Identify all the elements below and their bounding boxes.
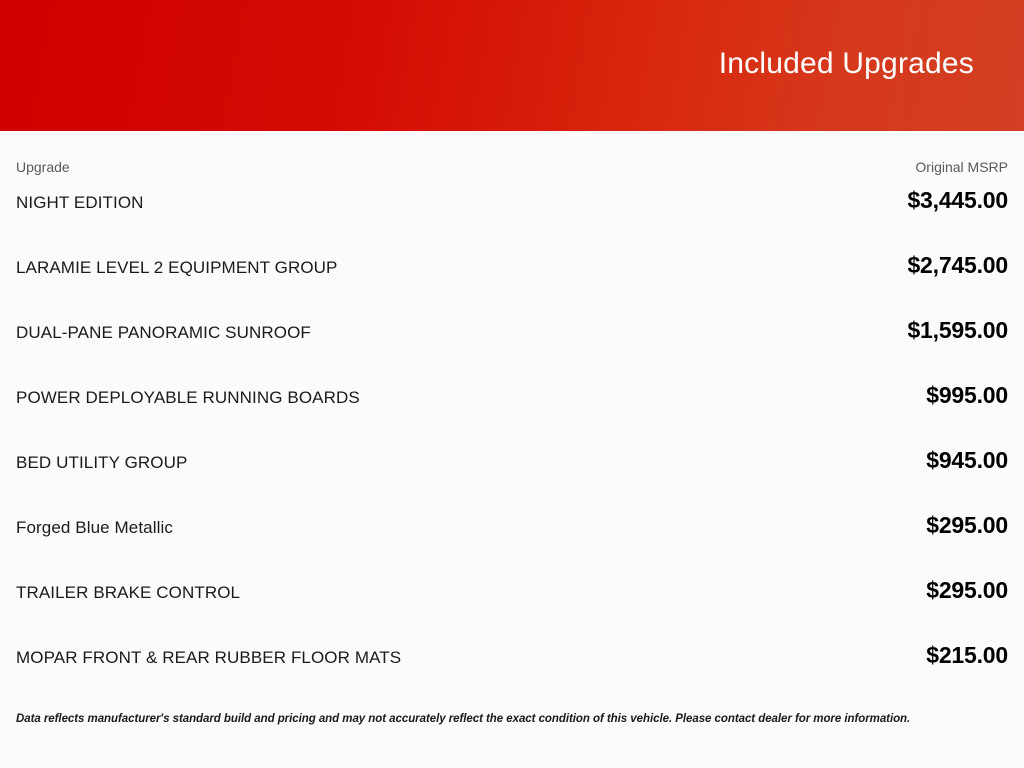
upgrade-price: $2,745.00 <box>907 252 1008 278</box>
upgrades-list <box>16 187 1008 707</box>
table-header-row <box>16 131 1008 187</box>
page-title: Included Upgrades <box>718 46 974 80</box>
table-row <box>16 187 1008 252</box>
header-banner <box>0 0 1024 131</box>
upgrade-name: Forged Blue Metallic <box>16 518 173 537</box>
disclaimer-text: Data reflects manufacturer's standard build and pricing and may not accurately reflect the exact condition of this vehicle. Please contact dealer for more information. <box>16 713 911 725</box>
upgrade-name: POWER DEPLOYABLE RUNNING BOARDS <box>16 388 360 407</box>
upgrade-name: DUAL-PANE PANORAMIC SUNROOF <box>16 323 311 342</box>
upgrade-name: LARAMIE LEVEL 2 EQUIPMENT GROUP <box>16 258 338 277</box>
column-header-msrp: Original MSRP <box>915 159 1008 175</box>
upgrade-name: BED UTILITY GROUP <box>16 453 188 472</box>
table-row <box>16 447 1008 512</box>
upgrade-price: $995.00 <box>926 382 1008 408</box>
upgrade-price: $945.00 <box>926 447 1008 473</box>
upgrade-price: $295.00 <box>926 577 1008 603</box>
column-header-upgrade: Upgrade <box>16 159 70 175</box>
table-row <box>16 577 1008 642</box>
table-row <box>16 512 1008 577</box>
upgrade-name: NIGHT EDITION <box>16 193 144 212</box>
upgrade-name: TRAILER BRAKE CONTROL <box>16 583 241 602</box>
table-row <box>16 252 1008 317</box>
upgrade-price: $1,595.00 <box>907 317 1008 343</box>
upgrade-price: $3,445.00 <box>907 187 1008 213</box>
table-row <box>16 642 1008 707</box>
upgrade-price: $295.00 <box>926 512 1008 538</box>
upgrade-name: MOPAR FRONT & REAR RUBBER FLOOR MATS <box>16 648 402 667</box>
upgrade-price: $215.00 <box>926 642 1008 668</box>
table-row <box>16 382 1008 447</box>
upgrades-body <box>0 131 1024 768</box>
table-row <box>16 317 1008 382</box>
